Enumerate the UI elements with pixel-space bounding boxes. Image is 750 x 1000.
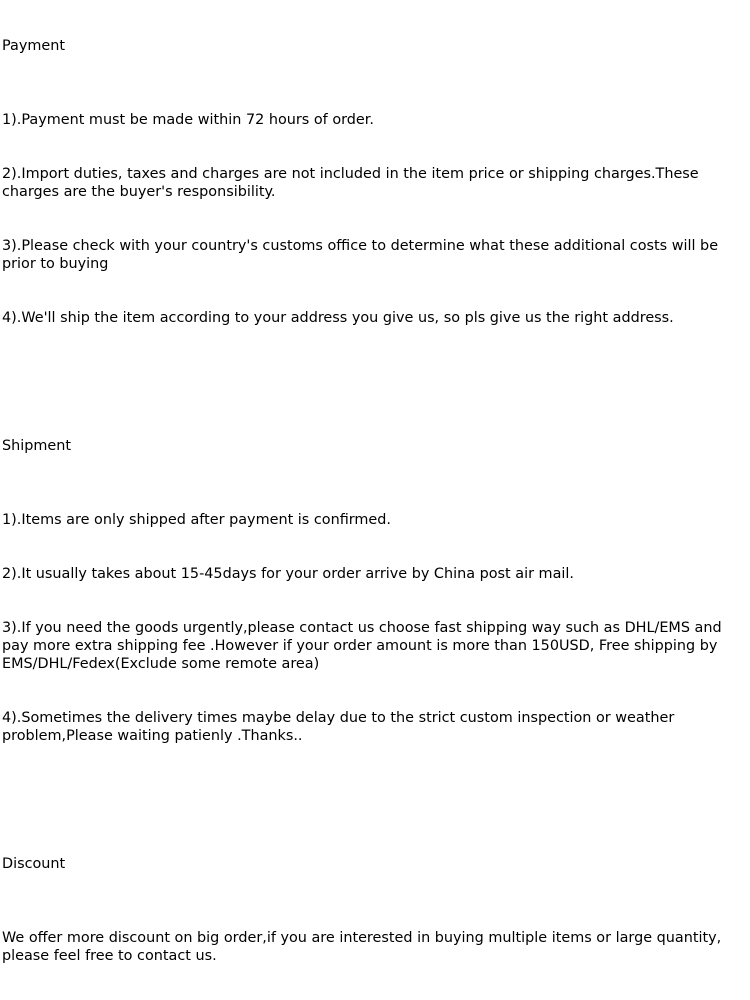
payment-heading: Payment	[2, 38, 66, 54]
shipment-item: 1).Items are only shipped after payment is confirmed.	[2, 512, 391, 528]
payment-item: 4).We'll ship the item according to your address you give us, so pls give us the right address.	[2, 310, 674, 326]
discount-heading: Discount	[2, 856, 66, 872]
payment-item: 3).Please check with your country's customs office to determine what these additional costs will be prior to buying	[2, 238, 719, 272]
shipment-item: 2).It usually takes about 15-45days for your order arrive by China post air mail.	[2, 566, 574, 582]
shipment-item: 3).If you need the goods urgently,please contact us choose fast shipping way such as DHL/EMS and pay more extra shipping fee .However if your order amount is more than 150USD, Free shipping by EMS/DHL/Fedex(Exclude some remote area)	[2, 620, 722, 672]
discount-text: We offer more discount on big order,if you are interested in buying multiple items or large quantity, please feel free to contact us.	[2, 930, 722, 964]
shipment-heading: Shipment	[2, 438, 72, 454]
payment-item: 2).Import duties, taxes and charges are not included in the item price or shipping charges.These charges are the buyer's responsibility.	[2, 166, 699, 200]
shipment-item: 4).Sometimes the delivery times maybe delay due to the strict custom inspection or weather problem,Please waiting patienly .Thanks..	[2, 710, 675, 744]
payment-item: 1).Payment must be made within 72 hours of order.	[2, 112, 374, 128]
